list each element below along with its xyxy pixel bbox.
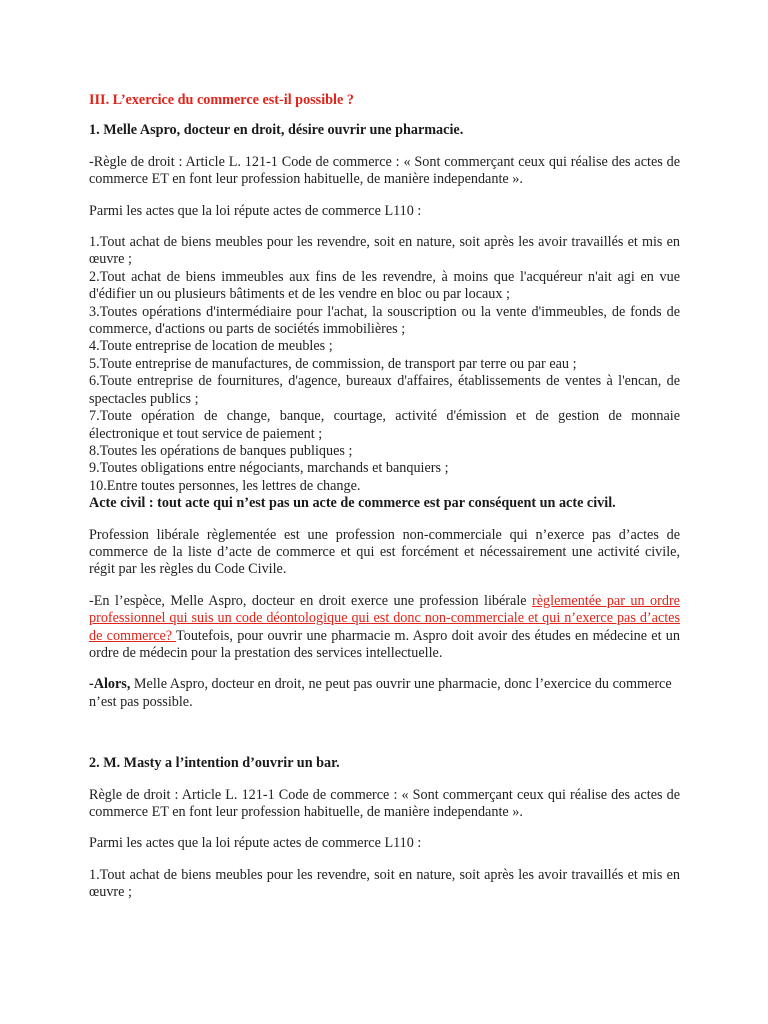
espece-highlight: règlementée par un ordre professionnel qui suis un code déontologique qui est donc non-commerciale et qui n’exerce pas d’actes de commerce? <box>89 592 680 644</box>
spacer <box>89 725 680 755</box>
espece-end: Toutefois, pour ouvrir une pharmacie m. Aspro doit avoir des études en médecine et un ordre de médecin pour la prestation des services intellectuelle. <box>89 627 680 661</box>
list-item: 2.Tout achat de biens immeubles aux fins de les revendre, à moins que l'acquéreur n'ait agi en vue d'édifier un ou plusieurs bâtiments et de les vendre en bloc ou par locaux ; <box>89 268 680 303</box>
conclusion-lead: -Alors, <box>89 676 131 693</box>
case1-rule: -Règle de droit : Article L. 121-1 Code de commerce : « Sont commerçant ceux qui réalise des actes de commerce ET en font leur profession habituelle, de manière independante ». <box>89 153 680 188</box>
list-item: 1.Tout achat de biens meubles pour les revendre, soit en nature, soit après les avoir travaillés et mis en œuvre ; <box>89 866 680 901</box>
conclusion-text: Melle Aspro, docteur en droit, ne peut pas ouvrir une pharmacie, donc l’exercice du commerce n’est pas possible. <box>89 676 672 710</box>
list-item: 4.Toute entreprise de location de meubles ; <box>89 338 333 355</box>
list-item: 8.Toutes les opérations de banques publiques ; <box>89 442 353 459</box>
list-item: 10.Entre toutes personnes, les lettres de change. <box>89 477 361 494</box>
list-item: 9.Toutes obligations entre négociants, marchands et banquiers ; <box>89 460 449 477</box>
section-title: III. L’exercice du commerce est-il possible ? <box>89 92 354 108</box>
list-item: 5.Toute entreprise de manufactures, de commission, de transport par terre ou par eau ; <box>89 355 577 372</box>
list-item: 6.Toute entreprise de fournitures, d'agence, bureaux d'affaires, établissements de ventes à l'encan, de spectacles publics ; <box>89 373 680 407</box>
espece-start: -En l’espèce, Melle Aspro, docteur en droit exerce une profession libérale <box>89 592 533 609</box>
list-item: 3.Toutes opérations d'intermédiaire pour l'achat, la souscription ou la vente d'immeubles, de fonds de commerce, d'actions ou parts de sociétés immobilières ; <box>89 303 680 338</box>
case2-intro: Parmi les actes que la loi répute actes de commerce L110 : <box>89 835 422 852</box>
conclusion-paragraph <box>89 676 680 711</box>
case2-heading: 2. M. Masty a l’intention d’ouvrir un bar. <box>89 755 340 772</box>
case1-heading: 1. Melle Aspro, docteur en droit, désire ouvrir une pharmacie. <box>89 122 464 139</box>
list-item: 1.Tout achat de biens meubles pour les revendre, soit en nature, soit après les avoir travaillés et mis en œuvre ; <box>89 234 680 268</box>
case1-acts-list <box>89 234 680 495</box>
espece-paragraph <box>89 593 680 663</box>
case2-rule: Règle de droit : Article L. 121-1 Code de commerce : « Sont commerçant ceux qui réalise des actes de commerce ET en font leur profession habituelle, de manière independante ». <box>89 786 680 820</box>
civil-act-definition: Acte civil : tout acte qui n’est pas un acte de commerce est par conséquent un acte civil. <box>89 495 616 512</box>
list-item: 7.Toute opération de change, banque, courtage, activité d'émission et de gestion de monnaie électronique et tout service de paiement ; <box>89 408 680 442</box>
case1-intro: Parmi les actes que la loi répute actes de commerce L110 : <box>89 202 422 219</box>
liberal-profession-paragraph: Profession libérale règlementée est une profession non-commerciale qui n’exerce pas d’actes de commerce de la liste d’acte de commerce et qui est forcément et nécessairement une activité civile, régit par les règles du Code Civile. <box>89 526 680 578</box>
case2-acts-list <box>89 867 680 902</box>
